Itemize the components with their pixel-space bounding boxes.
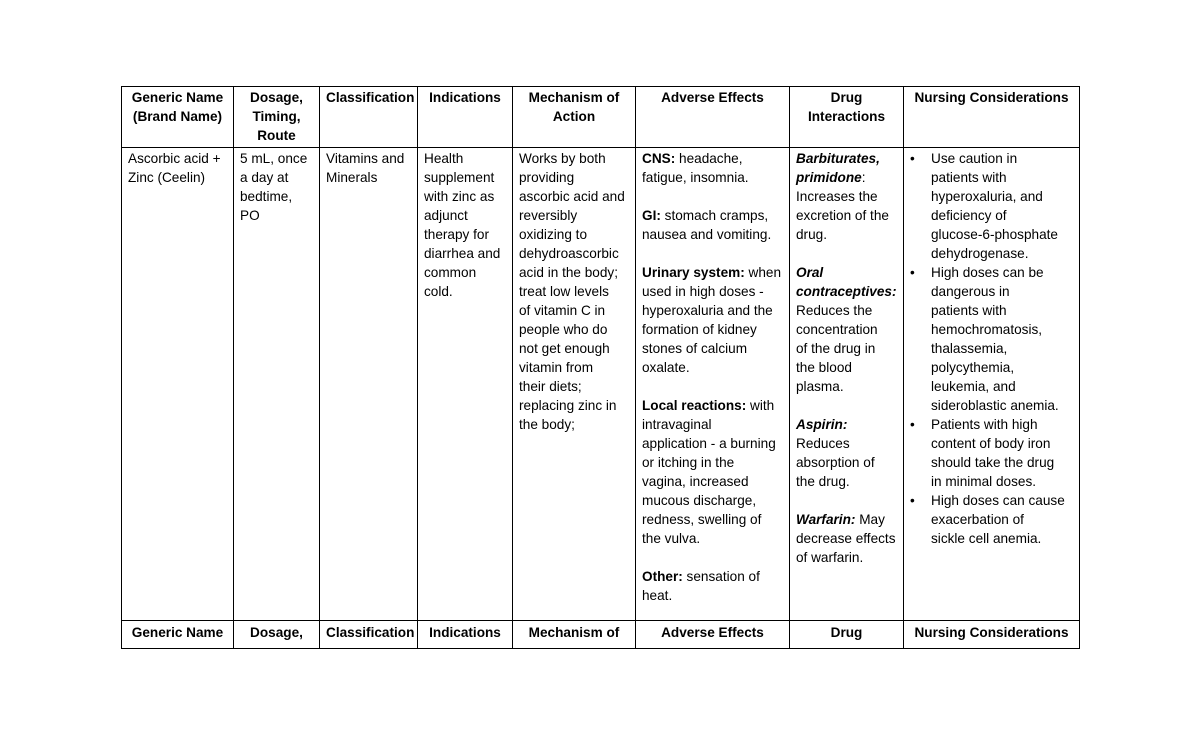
adverse-effect-text: when [744, 265, 782, 280]
list-item [910, 415, 1073, 491]
text-line: (Brand Name) [132, 109, 223, 124]
adverse-effect-text: fatigue, insomnia. [642, 170, 749, 185]
text-line: oxidizing to [519, 227, 588, 242]
adverse-effect-text: mucous discharge, [642, 493, 757, 508]
adverse-effect-text: or itching in the [642, 455, 735, 470]
drug-interaction-label: Oral [796, 265, 824, 280]
drug-interaction-text: May [855, 512, 885, 527]
adverse-effect-text: headache, [675, 151, 743, 166]
header-nursing-considerations: Nursing Considerations [904, 87, 1080, 148]
cell-nursing-considerations [904, 148, 1080, 621]
header-classification: Classification [320, 621, 418, 649]
text-line: Health [424, 151, 464, 166]
drug-interaction-suffix: : [861, 170, 866, 185]
nursing-text: patients with [931, 170, 1007, 185]
drug-interaction-entry [796, 263, 897, 396]
header-adverse-effects: Adverse Effects [636, 87, 790, 148]
table-row [122, 148, 1080, 621]
text-line: with zinc as [424, 189, 495, 204]
list-item [910, 263, 1073, 415]
cell-dosage [234, 148, 320, 621]
text-line: Ascorbic acid + [128, 151, 221, 166]
adverse-effect-entry [642, 263, 783, 377]
nursing-text: sickle cell anemia. [931, 531, 1042, 546]
text-line: Mechanism of [528, 90, 620, 105]
adverse-effect-label: GI: [642, 208, 661, 223]
nursing-text: sideroblastic anemia. [931, 398, 1059, 413]
cell-drug-interactions [790, 148, 904, 621]
header-indications: Indications [418, 621, 513, 649]
nursing-text: hyperoxaluria, and [931, 189, 1043, 204]
drug-interaction-text: Increases the [796, 189, 878, 204]
text-line: replacing zinc in [519, 398, 617, 413]
drug-interaction-entry [796, 149, 897, 244]
drug-interaction-label: contraceptives: [796, 284, 897, 299]
drug-interaction-label: Warfarin: [796, 512, 856, 527]
nursing-text: deficiency of [931, 208, 1007, 223]
text-line: of vitamin C in [519, 303, 606, 318]
adverse-effect-text: with [746, 398, 775, 413]
bullet-icon: • [910, 417, 915, 432]
adverse-effect-entry [642, 149, 783, 187]
text-line: diarrhea and [424, 246, 501, 261]
nursing-text: in minimal doses. [931, 474, 1037, 489]
text-line: PO [240, 208, 260, 223]
drug-interaction-text: decrease effects [796, 531, 896, 546]
text-line: Interactions [807, 109, 886, 124]
adverse-effect-entry [642, 396, 783, 548]
table-header-row [122, 87, 1080, 148]
bullet-icon: • [910, 493, 915, 508]
header-dosage [234, 87, 320, 148]
nursing-text: should take the drug [931, 455, 1055, 470]
header-drug-interactions [790, 87, 904, 148]
nursing-text: hemochromatosis, [931, 322, 1043, 337]
adverse-effect-text: stomach cramps, [660, 208, 769, 223]
nursing-text: leukemia, and [931, 379, 1016, 394]
text-line: Zinc (Ceelin) [128, 170, 206, 185]
header-adverse-effects: Adverse Effects [636, 621, 790, 649]
adverse-effect-entry [642, 206, 783, 244]
text-line: supplement [424, 170, 495, 185]
text-line: the body; [519, 417, 575, 432]
drug-interaction-text: drug. [796, 227, 827, 242]
adverse-effect-text: application - a burning [642, 436, 776, 451]
text-line: cold. [424, 284, 453, 299]
text-line: therapy for [424, 227, 489, 242]
header-nursing-considerations: Nursing Considerations [904, 621, 1080, 649]
adverse-effect-text: nausea and vomiting. [642, 227, 772, 242]
text-line: Vitamins and [326, 151, 405, 166]
header-indications: Indications [418, 87, 513, 148]
text-line: providing [519, 170, 575, 185]
nursing-text: content of body iron [931, 436, 1051, 451]
adverse-effect-label: CNS: [642, 151, 676, 166]
nursing-text: polycythemia, [931, 360, 1015, 375]
text-line: Action [552, 109, 596, 124]
cell-generic-name [122, 148, 234, 621]
text-line: 5 mL, once [240, 151, 308, 166]
cell-indications [418, 148, 513, 621]
adverse-effect-text: redness, swelling of [642, 512, 762, 527]
adverse-effect-text: vagina, increased [642, 474, 749, 489]
text-line: Minerals [326, 170, 378, 185]
header-mechanism: Mechanism of [513, 621, 636, 649]
list-item [910, 491, 1073, 548]
text-line: not get enough [519, 341, 610, 356]
nursing-list [910, 149, 1073, 548]
nursing-text: Patients with high [931, 417, 1038, 432]
adverse-effect-label: Local reactions: [642, 398, 747, 413]
adverse-effect-text: stones of calcium [642, 341, 748, 356]
table-header-row-repeat [122, 621, 1080, 649]
drug-interaction-entry [796, 415, 897, 491]
adverse-effect-text: oxalate. [642, 360, 690, 375]
cell-mechanism [513, 148, 636, 621]
header-drug-interactions: Drug [790, 621, 904, 649]
text-line: Generic Name [131, 90, 224, 105]
text-line: vitamin from [519, 360, 594, 375]
header-generic-name [122, 87, 234, 148]
drug-interaction-text: the drug. [796, 474, 850, 489]
adverse-effect-text: sensation of [682, 569, 760, 584]
nursing-text: thalassemia, [931, 341, 1008, 356]
drug-study-table [121, 86, 1080, 649]
drug-interaction-entry [796, 510, 897, 567]
text-line: common [424, 265, 477, 280]
drug-interaction-label: Aspirin: [796, 417, 848, 432]
nursing-text: patients with [931, 303, 1007, 318]
adverse-effect-label: Urinary system: [642, 265, 745, 280]
drug-interaction-text: the blood [796, 360, 852, 375]
nursing-text: glucose-6-phosphate [931, 227, 1058, 242]
cell-adverse-effects [636, 148, 790, 621]
adverse-effect-text: heat. [642, 588, 673, 603]
text-line: ascorbic acid and [519, 189, 625, 204]
adverse-effect-text: hyperoxaluria and the [642, 303, 773, 318]
text-line: people who do [519, 322, 608, 337]
drug-interaction-text: of the drug in [796, 341, 876, 356]
drug-interaction-text: Reduces [796, 436, 850, 451]
drug-interaction-text: absorption of [796, 455, 875, 470]
nursing-text: Use caution in [931, 151, 1018, 166]
drug-interaction-label: primidone [796, 170, 862, 185]
header-mechanism [513, 87, 636, 148]
drug-interaction-text: plasma. [796, 379, 844, 394]
header-generic-name: Generic Name [122, 621, 234, 649]
text-line: their diets; [519, 379, 582, 394]
adverse-effect-text: formation of kidney [642, 322, 757, 337]
text-line: Timing, [252, 109, 301, 124]
header-classification: Classification [320, 87, 418, 148]
text-line: Dosage, [250, 90, 303, 105]
nursing-text: High doses can be [931, 265, 1044, 280]
drug-interaction-label: Barbiturates, [796, 151, 880, 166]
nursing-text: dehydrogenase. [931, 246, 1029, 261]
bullet-icon: • [910, 151, 915, 166]
bullet-icon: • [910, 265, 915, 280]
text-line: acid in the body; [519, 265, 618, 280]
drug-interaction-text: Reduces the [796, 303, 873, 318]
nursing-text: High doses can cause [931, 493, 1065, 508]
adverse-effect-text: intravaginal [642, 417, 712, 432]
text-line: Route [257, 128, 296, 143]
nursing-text: dangerous in [931, 284, 1010, 299]
text-line: reversibly [519, 208, 578, 223]
text-line: Works by both [519, 151, 606, 166]
header-dosage: Dosage, [234, 621, 320, 649]
drug-interaction-text: concentration [796, 322, 878, 337]
drug-interaction-text: of warfarin. [796, 550, 864, 565]
adverse-effect-label: Other: [642, 569, 683, 584]
drug-interaction-text: excretion of the [796, 208, 889, 223]
text-line: treat low levels [519, 284, 609, 299]
adverse-effect-text: used in high doses - [642, 284, 764, 299]
nursing-text: exacerbation of [931, 512, 1024, 527]
text-line: adjunct [424, 208, 468, 223]
cell-classification [320, 148, 418, 621]
adverse-effect-entry [642, 567, 783, 605]
adverse-effect-text: the vulva. [642, 531, 701, 546]
text-line: dehydroascorbic [519, 246, 619, 261]
text-line: Drug [830, 90, 863, 105]
text-line: bedtime, [240, 189, 293, 204]
text-line: a day at [240, 170, 289, 185]
list-item [910, 149, 1073, 263]
